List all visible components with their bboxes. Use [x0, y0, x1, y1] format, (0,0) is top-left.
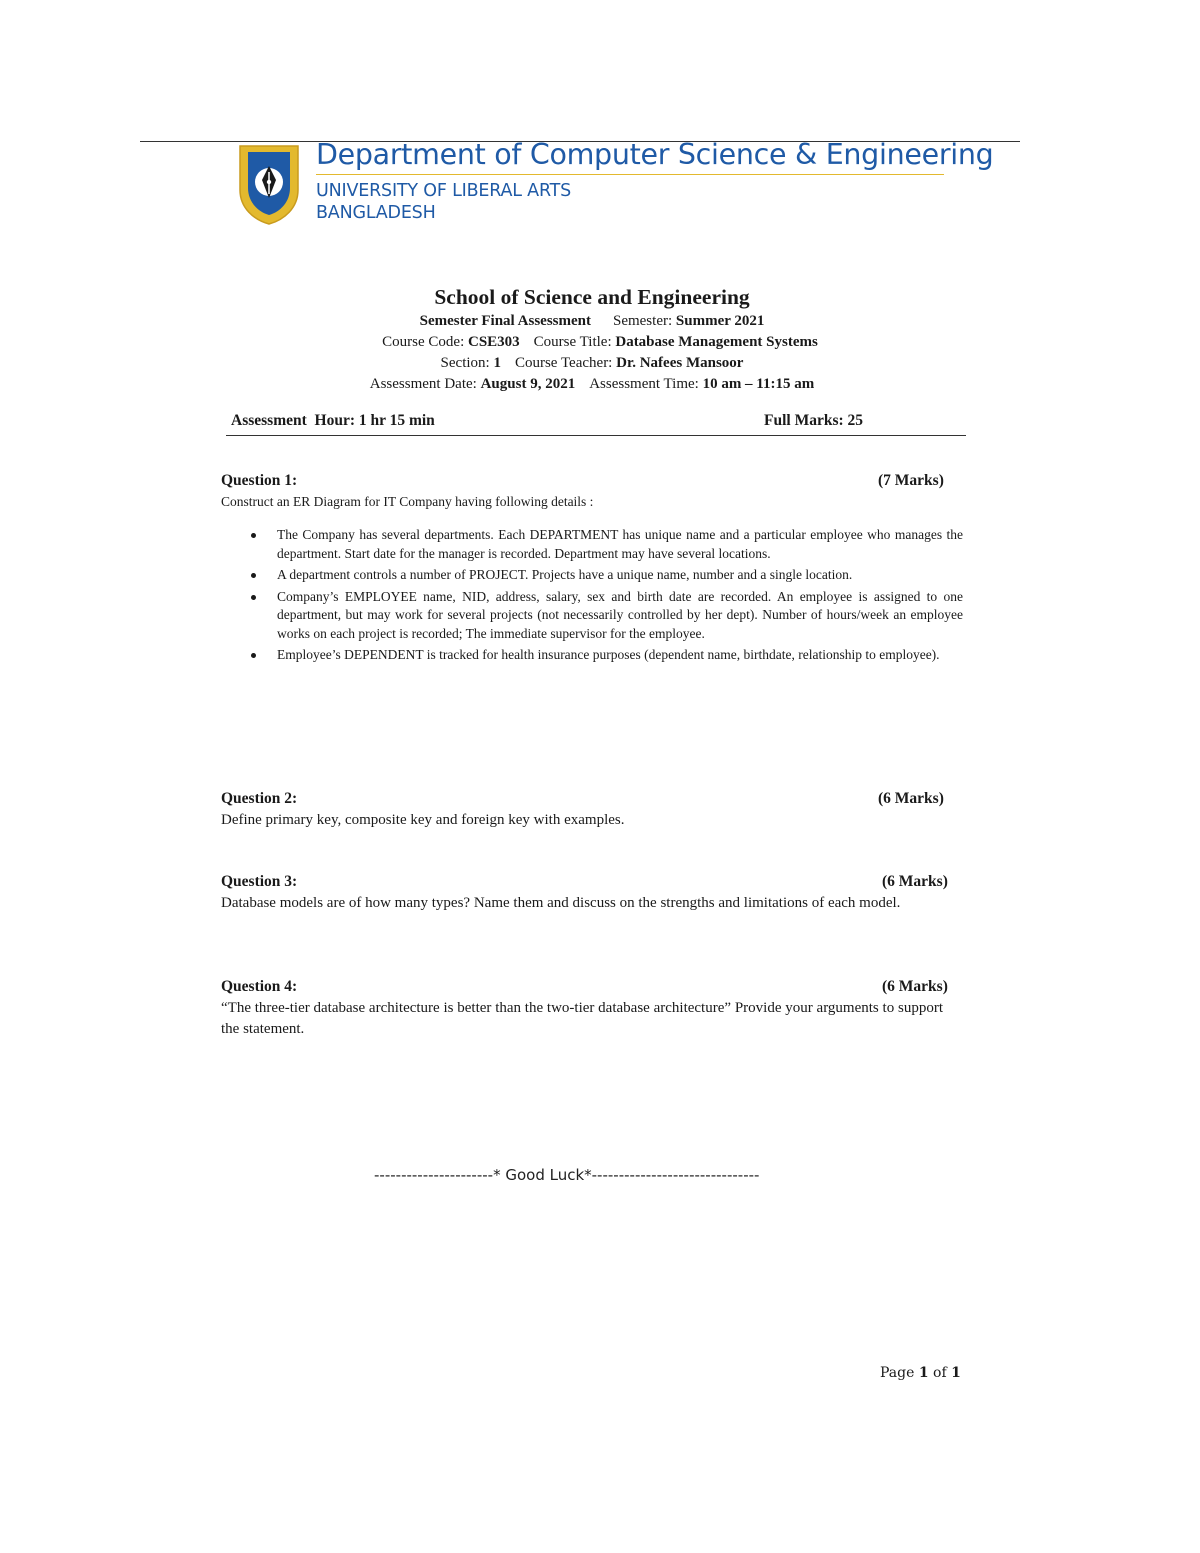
list-item: Employee’s DEPENDENT is tracked for health insurance purposes (dependent name, birthdate, relationship to employee).	[221, 646, 963, 665]
ulab-crest-icon	[236, 142, 302, 226]
section-teacher-line	[0, 355, 1184, 372]
page-current: 1	[918, 1365, 929, 1381]
question-2-text: Define primary key, composite key and foreign key with examples.	[221, 812, 625, 828]
question-1-marks: (7 Marks)	[878, 472, 944, 489]
bullet-icon	[251, 653, 256, 658]
assessment-hour: Assessment Hour: 1 hr 15 min	[231, 412, 435, 429]
page-of: of	[933, 1365, 947, 1381]
list-item: Company’s EMPLOYEE name, NID, address, salary, sex and birth date are recorded. An employee is assigned to one department, but may work for several projects (not necessarily controlled by her dept). Number of hours/week an employee works on each project is recorded; The immediate supervisor for the employee.	[221, 588, 963, 644]
page-total: 1	[951, 1365, 961, 1381]
question-3-text: Database models are of how many types? Name them and discuss on the strengths and limitations of each model.	[221, 895, 901, 911]
full-marks: Full Marks: 25	[764, 412, 864, 429]
course-title-label: Course Title:	[533, 334, 612, 350]
list-item: A department controls a number of PROJECT. Projects have a unique name, number and a single location.	[221, 566, 963, 585]
time-value: 10 am – 11:15 am	[702, 376, 815, 392]
department-title: Department of Computer Science & Engineering	[316, 138, 994, 171]
question-4-text: “The three-tier database architecture is better than the two-tier database architecture” Provide your arguments to support the statement.	[221, 1000, 943, 1037]
course-title-value: Database Management Systems	[615, 334, 818, 350]
section-value: 1	[493, 355, 501, 371]
university-country: BANGLADESH	[316, 203, 436, 223]
good-luck-line: ----------------------* Good Luck*-------------------------------	[374, 1166, 760, 1184]
question-4-title: Question 4:	[221, 978, 298, 995]
university-name: UNIVERSITY OF LIBERAL ARTS	[316, 181, 572, 201]
department-underline	[316, 174, 944, 175]
bullet-icon	[251, 573, 256, 578]
question-1-title: Question 1:	[221, 472, 298, 489]
date-label: Assessment Date:	[369, 376, 477, 392]
question-3-title: Question 3:	[221, 873, 298, 890]
page-prefix: Page	[880, 1365, 915, 1381]
teacher-value: Dr. Nafees Mansoor	[616, 355, 744, 371]
semester-value: Summer 2021	[675, 313, 765, 329]
semester-label: Semester:	[612, 313, 673, 329]
page-number	[880, 1365, 961, 1381]
bullet-icon	[251, 533, 256, 538]
course-line	[8, 334, 1192, 351]
question-1-intro: Construct an ER Diagram for IT Company having following details :	[221, 494, 594, 509]
date-value: August 9, 2021	[480, 376, 576, 392]
date-time-line	[0, 376, 1184, 393]
header-bottom-rule	[226, 435, 966, 436]
assessment-semester-line	[0, 313, 1184, 330]
question-1-bullet-list	[221, 526, 963, 668]
question-2-title: Question 2:	[221, 790, 298, 807]
school-name: School of Science and Engineering	[434, 285, 750, 309]
section-label: Section:	[440, 355, 490, 371]
teacher-label: Course Teacher:	[514, 355, 613, 371]
question-2-marks: (6 Marks)	[878, 790, 944, 807]
course-code-value: CSE303	[467, 334, 520, 350]
time-label: Assessment Time:	[589, 376, 699, 392]
course-code-label: Course Code:	[382, 334, 465, 350]
question-3-marks: (6 Marks)	[882, 873, 948, 890]
list-item: The Company has several departments. Each DEPARTMENT has unique name and a particular employee who manages the department. Start date for the manager is recorded. Department may have several locations.	[221, 526, 963, 563]
assessment-type: Semester Final Assessment	[419, 313, 591, 329]
question-4-marks: (6 Marks)	[882, 978, 948, 995]
bullet-icon	[251, 595, 256, 600]
